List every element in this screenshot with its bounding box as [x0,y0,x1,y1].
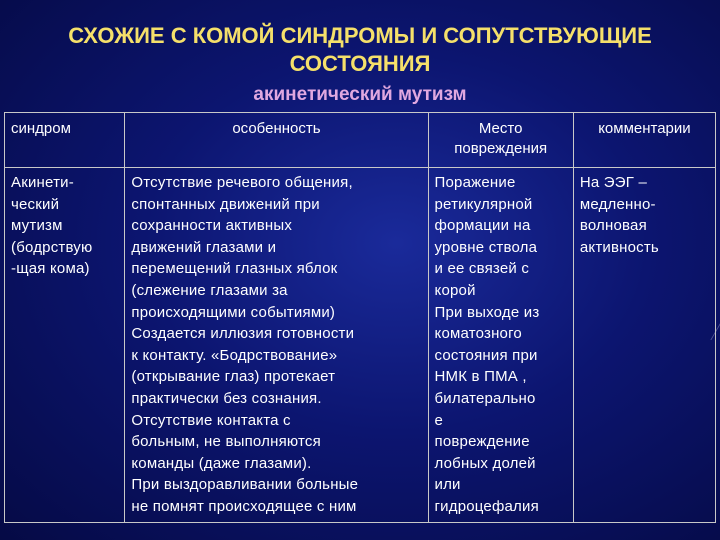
header-comments: комментарии [573,113,715,168]
syndrome-table [4,112,716,523]
table-row [5,168,716,523]
cell-comments [573,168,715,523]
slide-subtitle: акинетический мутизм [253,84,467,105]
header-features: особенность [125,113,428,168]
cell-syndrome [5,168,125,523]
syndrome-text: Акинети- ческий мутизм (бодрствую -щая кома) [11,174,93,278]
slide-title [0,22,720,78]
cell-features [125,168,428,523]
features-text: Отсутствие речевого общения, спонтанных движений при сохранности активных движений глазами и перемещений глазных яблок (слежение глазами за происходящими событиями) Создается иллюзия готовности к контакту. «Бодрствование» (открывание глаз) протекает практически без сознания. Отсутствие контакта с больным, не выполняются команды (даже глазами). При выздоравливании больные не помнят происходящее с ним [131,174,359,515]
slide-title-line-2: СОСТОЯНИЯ [289,51,431,76]
slide-header [0,0,720,108]
header-location: Место повреждения [428,113,573,168]
cell-location [428,168,573,523]
table-header-row [5,113,716,168]
header-syndrome: синдром [5,113,125,168]
slide-title-line-1: СХОЖИЕ С КОМОЙ СИНДРОМЫ И СОПУТСТВУЮЩИЕ [68,23,652,48]
comments-text: На ЭЭГ – медленно- волновая активность [579,174,659,256]
location-text: Поражение ретикулярной формации на уровне ствола и ее связей с корой При выходе из коматозного состояния при НМК в ПМА , билатерально е повреждение лобных долей или гидроцефалия [434,174,540,515]
